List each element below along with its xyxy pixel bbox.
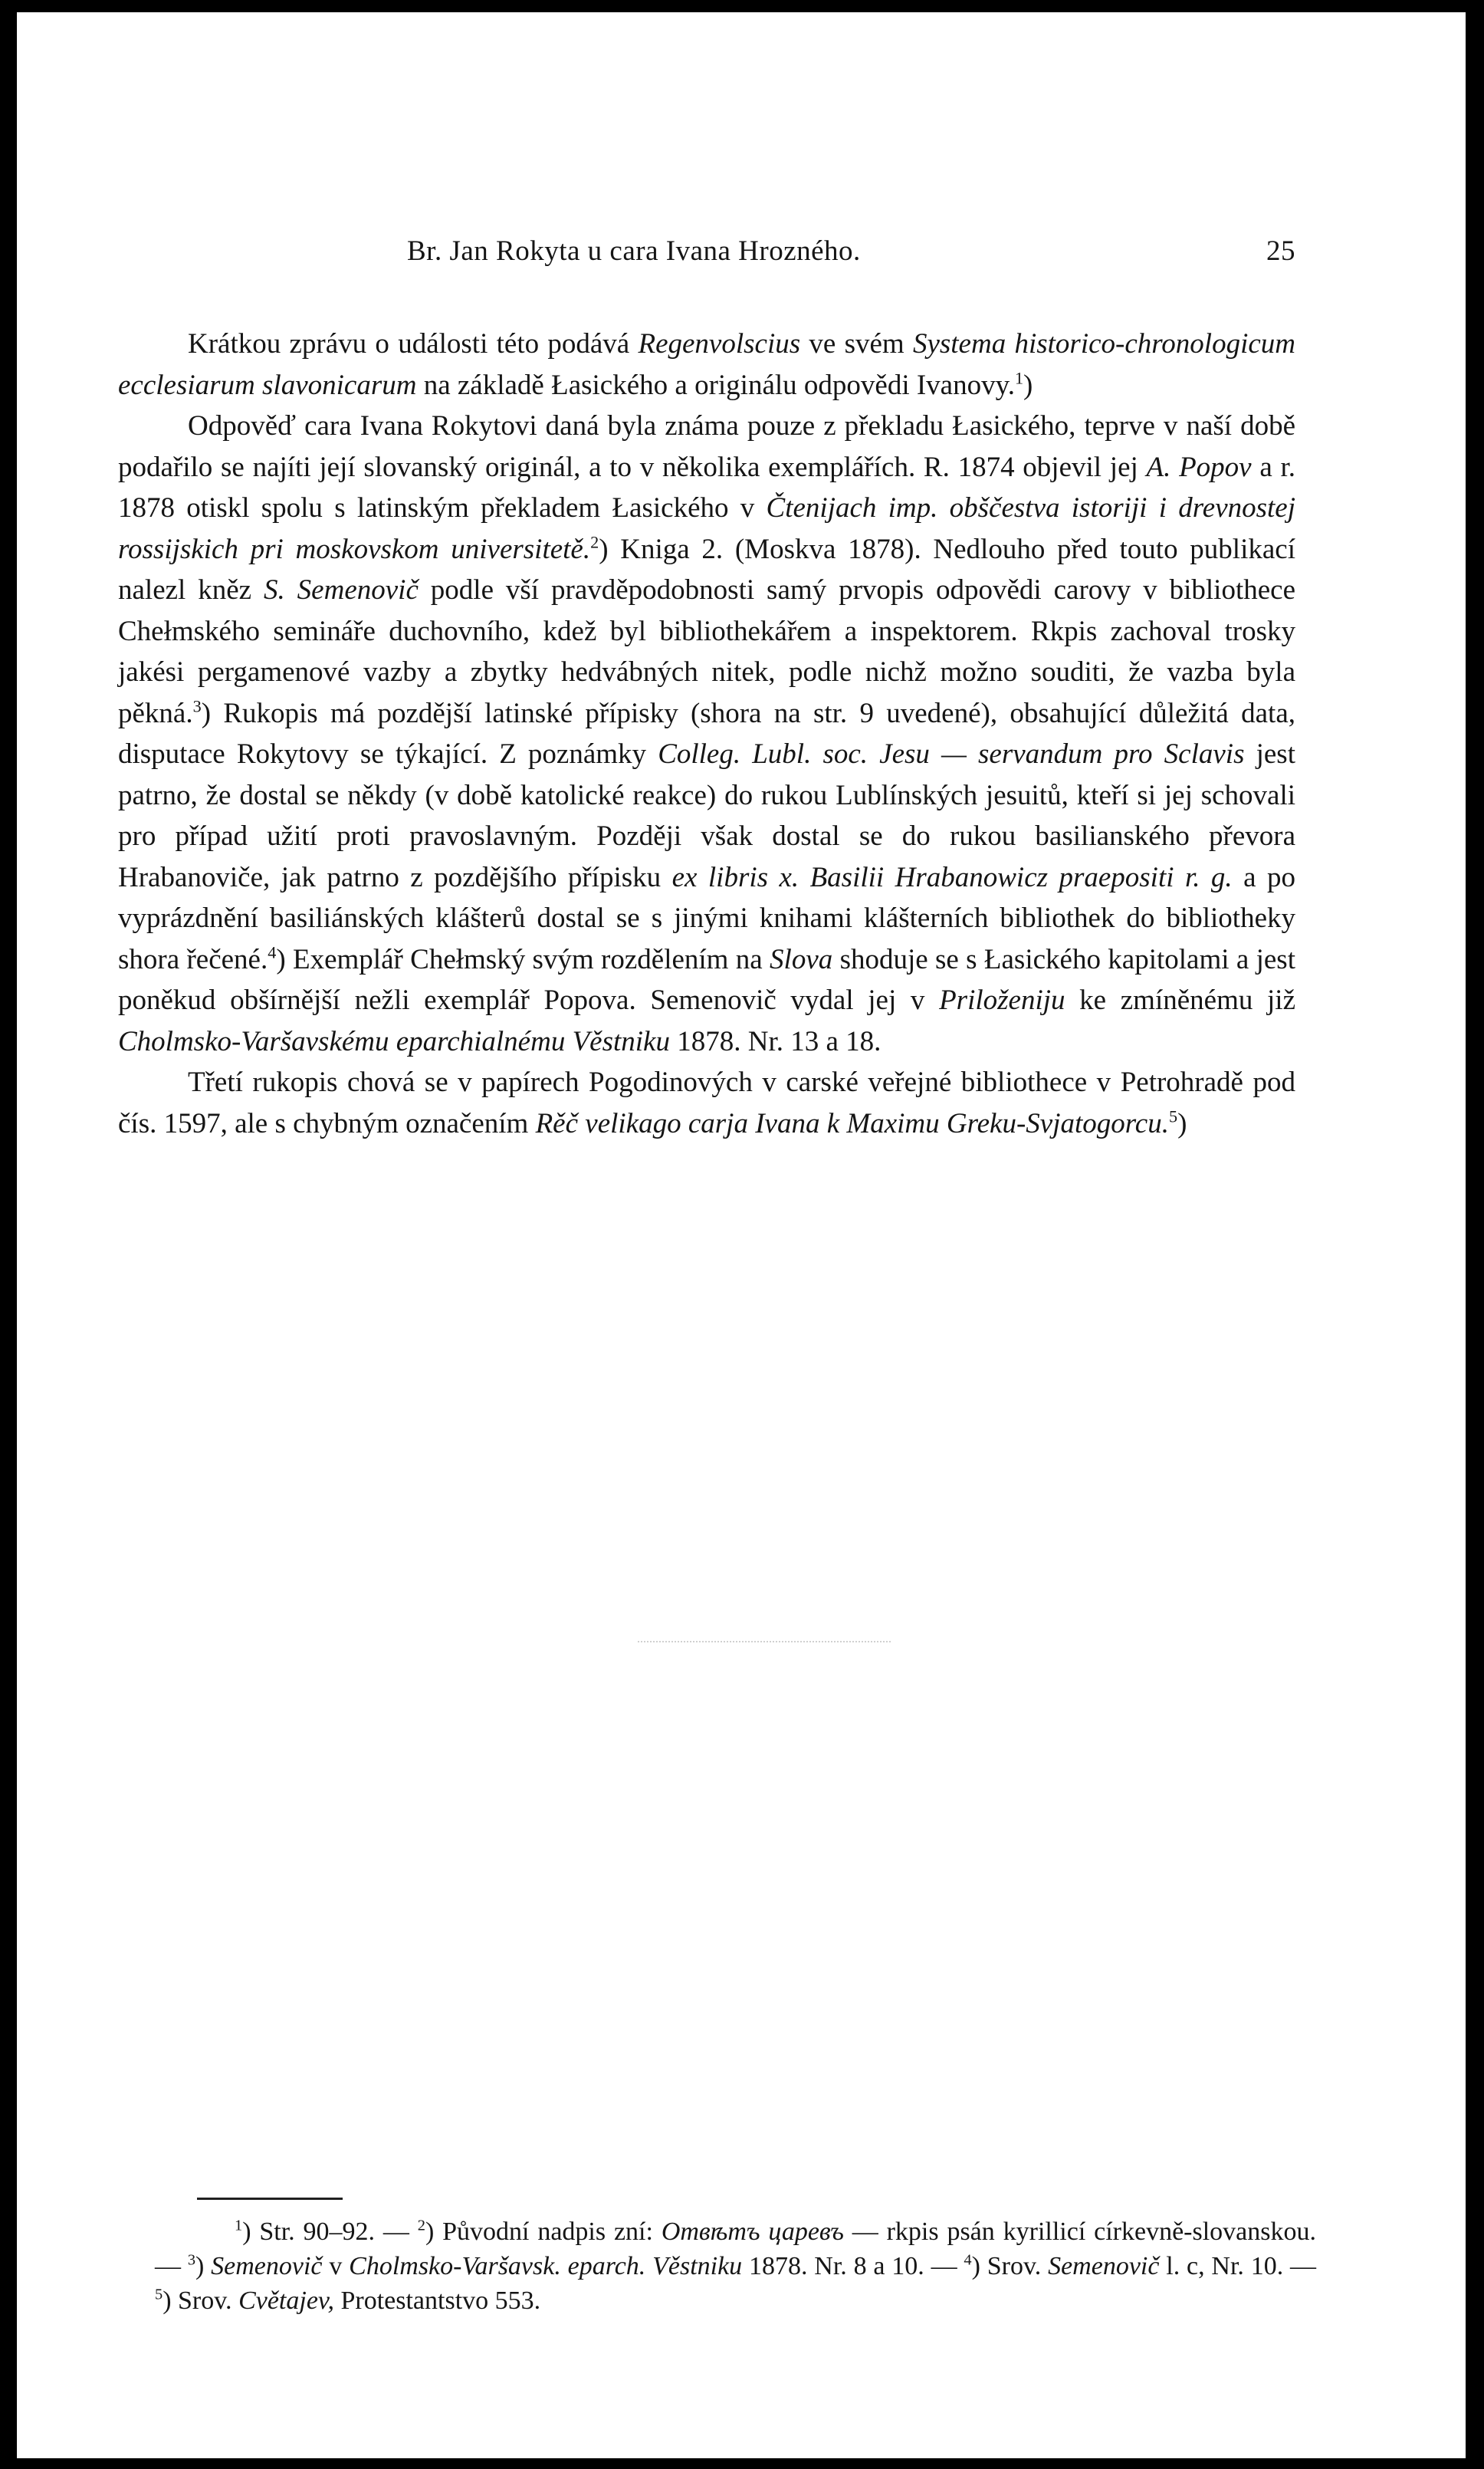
fn-text: v (322, 2252, 350, 2280)
p2-text: a r. 1878 otiskl spolu s latinským překladem Łasického v (118, 451, 1296, 524)
p2-italic-popov: A. Popov (1146, 451, 1252, 483)
p2-text: podle vší pravděpodobnosti samý prvopis odpovědi carovy v bibliothece Chełmského semináře duchovního, kdež byl bibliothekářem a inspektorem. Rkpis zachoval trosky jakési pergamenové vazby a zbytky hedvábných nitek, podle nichž možno souditi, že vazba byla pěkná. (118, 574, 1295, 729)
p2-italic-ex-libris: ex libris x. Basilii Hrabanowicz praepositi r. g. (671, 861, 1233, 893)
p3-text: ) (1177, 1107, 1187, 1139)
footnote-num-3: 3 (187, 2251, 196, 2269)
p2-italic-ctenijach: Čtenijach imp. obščestva istoriji i drevnostej rossijskich pri moskovskom universitetě. (118, 492, 1296, 565)
p1-text: ve svém (800, 328, 913, 360)
p3-text: Třetí rukopis chová se v papírech Pogodinových v carské veřejné bibliothece v Petrohradě pod čís. 1597, ale s chybným označením (118, 1067, 1295, 1139)
fn-text: l. c, Nr. 10. — (1159, 2252, 1317, 2280)
p1-text: Krátkou zprávu o události této podává (188, 328, 639, 360)
footnote-block (155, 2214, 1316, 2318)
p2-text: ) Exemplář Chełmský svým rozdělením na (276, 943, 770, 975)
p1-italic-regenvolscius: Regenvolscius (638, 328, 801, 360)
fn-text: 1878. Nr. 8 a 10. — (742, 2252, 964, 2280)
fn-italic-vestnik: Cholmsko-Varšavsk. eparch. Věstniku (349, 2252, 743, 2280)
p2-text: ) Kniga 2. (Moskva 1878). Nedlouho před touto publikací nalezl kněz (118, 533, 1295, 606)
fn-italic-cyrillic: Отвѣтъ царевъ (661, 2217, 844, 2246)
footnote-ref-1: 1 (1014, 368, 1024, 388)
footnote-ref-2: 2 (590, 532, 599, 552)
main-text-column (118, 235, 1295, 1144)
footnote-ref-4: 4 (268, 942, 277, 962)
p1-text: na základě Łasického a originálu odpovědi Ivanovy. (416, 369, 1015, 401)
p2-italic-prilozeniju: Priloženiju (939, 985, 1065, 1016)
paragraph-3 (118, 1062, 1295, 1144)
paragraph-1 (118, 324, 1295, 406)
fn-text: Protestantstvo 553. (333, 2287, 541, 2315)
p2-italic-vestnik: Cholmsko-Varšavskému eparchialnému Věstniku (118, 1025, 670, 1057)
p2-italic-semenovic: S. Semenovič (264, 574, 419, 606)
p3-italic-rec: Rěč velikago carja Ivana k Maximu Greku-Svjatogorcu. (535, 1107, 1169, 1139)
footnote-num-1: 1 (235, 2217, 243, 2234)
fn-text: ) Srov. (163, 2287, 239, 2315)
running-title: Br. Jan Rokyta u cara Ivana Hrozného. (407, 235, 861, 267)
fn-text: ) Srov. (971, 2252, 1049, 2280)
footnote-num-4: 4 (964, 2251, 972, 2269)
fn-italic-cvetajev: Cvětajev, (238, 2287, 334, 2315)
fn-text: ) (195, 2252, 212, 2280)
p2-text: shoduje se s Łasického kapitolami a jest poněkud obšírnější nežli exemplář Popova. Semenovič vydal jej v (118, 943, 1295, 1016)
paragraph-2 (118, 406, 1295, 1062)
footnote-rule (197, 2198, 343, 2200)
p2-text: jest patrno, že dostal se někdy (v době katolické reakce) do rukou Lublínských jesuitů, kteří si jej schovali pro případ užití proti pravoslavným. Později však dostal se do rukou basilianského převora Hrabanoviče, jak patrno z pozdějšího přípisku (118, 738, 1295, 893)
running-header (118, 235, 1295, 278)
p2-text: ke zmíněnému již (1065, 985, 1295, 1016)
p1-italic-systema: Systema historico-chronologicum ecclesiarum slavonicarum (118, 328, 1295, 401)
p1-text: ) (1023, 369, 1033, 401)
footnote-num-2: 2 (417, 2217, 425, 2234)
footnote-ref-3: 3 (192, 696, 202, 716)
fn-text: ) Str. 90–92. — (242, 2217, 418, 2246)
faint-divider (638, 1641, 891, 1642)
p2-italic-slova: Slova (770, 943, 833, 975)
fn-text: — rkpis psán kyrillicí církevně-slovanskou. — (155, 2217, 1316, 2280)
p2-text: 1878. Nr. 13 a 18. (669, 1025, 882, 1057)
fn-text: ) Původní nadpis zní: (425, 2217, 662, 2246)
fn-italic-semenovic: Semenovič (211, 2252, 323, 2280)
footnote-ref-5: 5 (1168, 1106, 1178, 1126)
page-number: 25 (1266, 235, 1295, 267)
p2-text: Odpověď cara Ivana Rokytovi daná byla známa pouze z překladu Łasického, teprve v naší době podařilo se najíti její slovanský originál, a to v několika exemplářích. R. 1874 objevil jej (118, 410, 1295, 483)
scanned-page (17, 12, 1466, 2458)
fn-italic-semenovic-2: Semenovič (1048, 2252, 1160, 2280)
p2-text: ) Rukopis má pozdější latinské přípisky (shora na str. 9 uvedené), obsahující důležitá data, disputace Rokytovy se týkající. Z poznámky (118, 697, 1295, 770)
body-text (118, 324, 1295, 1144)
p2-text: a po vyprázdnění basiliánských klášterů dostal se s jinými knihami klášterních bibliothek do bibliotheky shora řečené. (118, 861, 1295, 975)
footnote-num-5: 5 (155, 2286, 163, 2303)
p2-italic-colleg: Colleg. Lubl. soc. Jesu — servandum pro Sclavis (658, 738, 1245, 770)
footnotes (155, 2214, 1316, 2318)
